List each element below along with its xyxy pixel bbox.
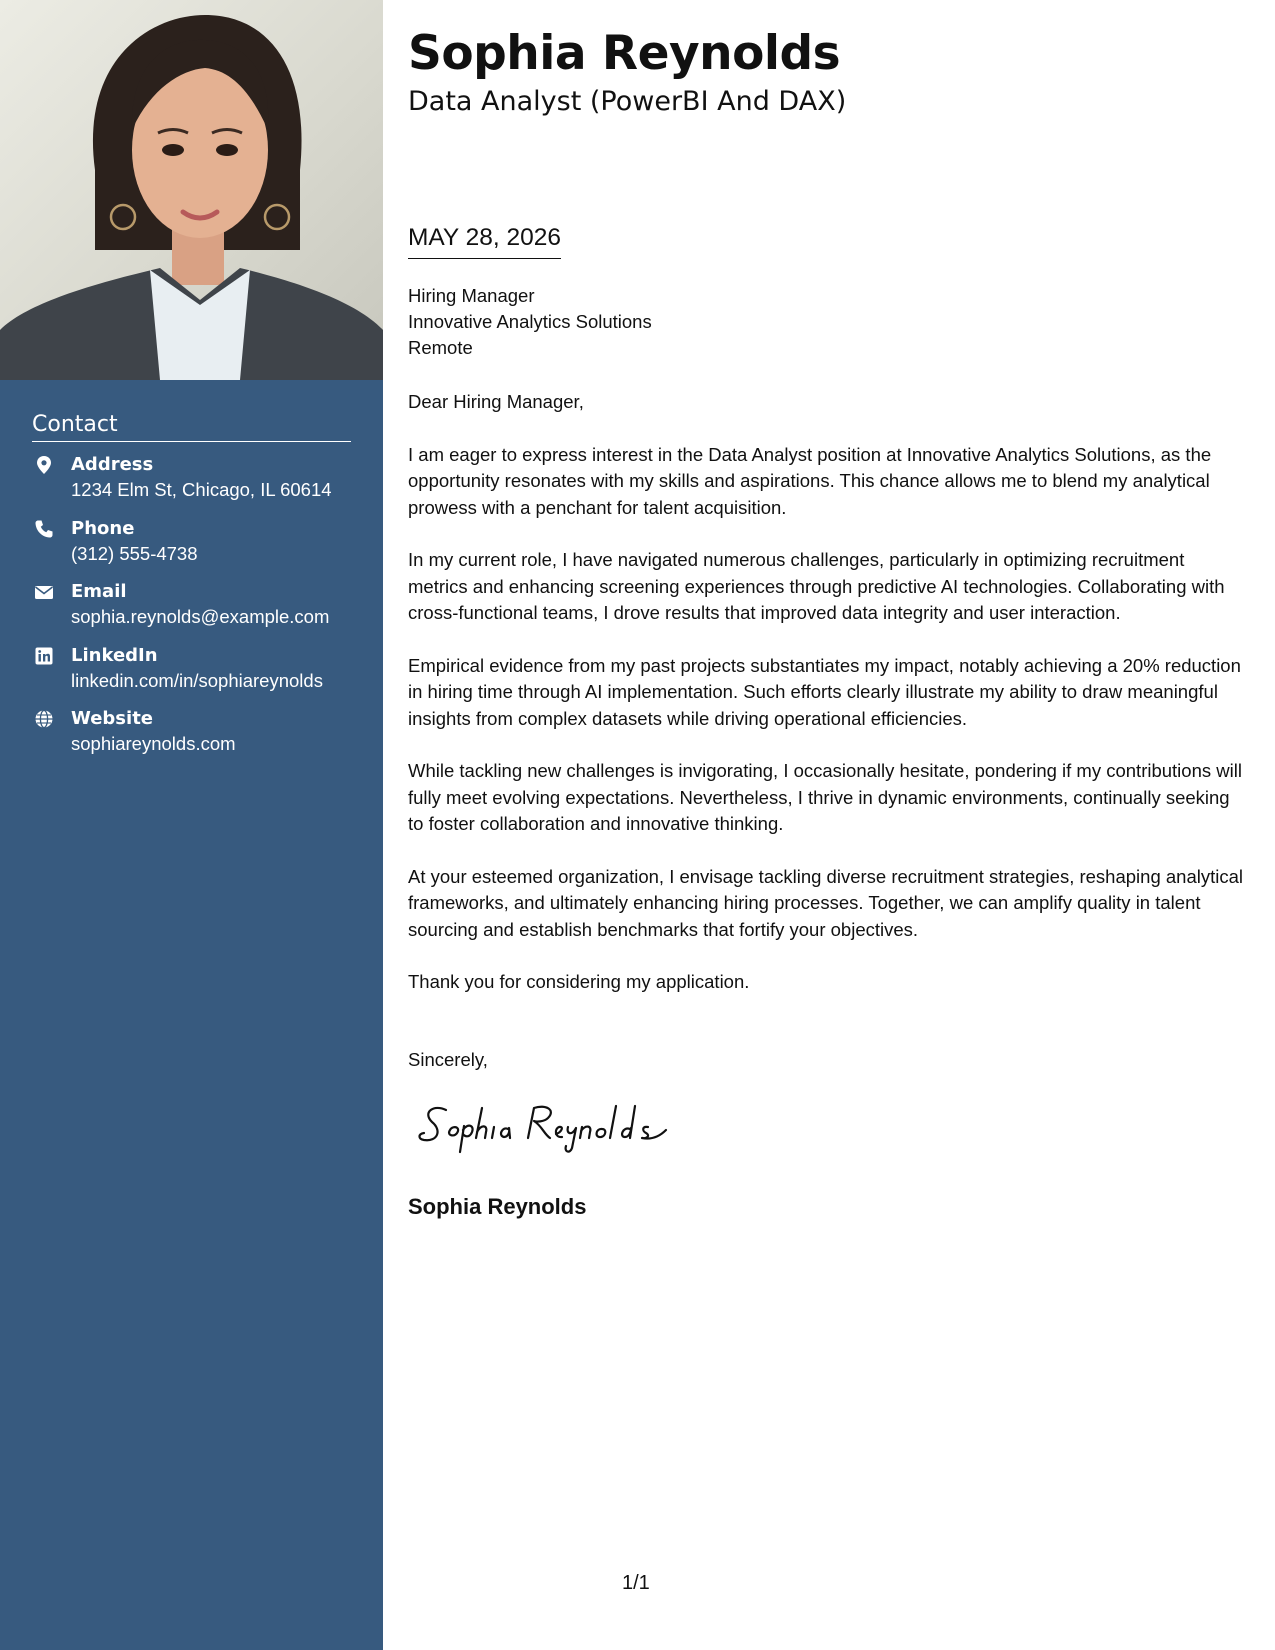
- body-paragraph: While tackling new challenges is invigorating, I occasionally hesitate, pondering if my contributions will fully meet evolving expectations. Nevertheless, I thrive in dynamic environments, continually seeking to foster collaboration and innovative thinking.: [408, 760, 1242, 834]
- contact-value: sophiareynolds.com: [71, 733, 236, 754]
- contact-value: linkedin.com/in/sophiareynolds: [71, 669, 323, 691]
- recipient-line: Innovative Analytics Solutions: [408, 311, 652, 332]
- contact-label: Address: [71, 454, 154, 475]
- contact-address: [32, 452, 351, 516]
- phone-icon: [34, 519, 54, 539]
- map-pin-icon: [34, 455, 54, 475]
- salutation: Dear Hiring Manager,: [408, 391, 584, 412]
- candidate-name: Sophia Reynolds: [408, 26, 841, 81]
- candidate-title: Data Analyst (PowerBI And DAX): [408, 86, 847, 117]
- page-number: 1/1: [622, 1572, 650, 1594]
- contact-section: [32, 412, 351, 770]
- letter-date: MAY 28, 2026: [408, 222, 561, 259]
- contact-website: [32, 706, 351, 770]
- body-paragraph: In my current role, I have navigated numerous challenges, particularly in optimizing recruitment metrics and enhancing screening experiences through predictive AI technologies. Collaborating with cross-functional teams, I drove results that improved data integrity and user interaction.: [408, 549, 1225, 623]
- contact-label: Phone: [71, 517, 135, 539]
- contact-phone: [32, 516, 351, 580]
- body-paragraph: Thank you for considering my application.: [408, 971, 750, 992]
- linkedin-icon: [34, 646, 54, 666]
- contact-label: Email: [71, 581, 127, 602]
- contact-value: (312) 555-4738: [71, 542, 198, 564]
- body-paragraph: At your esteemed organization, I envisage tackling diverse recruitment strategies, reshaping analytical frameworks, and ultimately enhancing hiring processes. Together, we can amplify quality in talent sourcing and establish benchmarks that fortify your objectives.: [408, 865, 1243, 940]
- contact-label: Website: [71, 708, 154, 729]
- letter-body: [408, 389, 1248, 1022]
- contact-label: LinkedIn: [71, 644, 158, 666]
- contact-value: 1234 Elm St, Chicago, IL 60614: [71, 479, 332, 500]
- contact-value: sophia.reynolds@example.com: [71, 606, 330, 627]
- signed-name: Sophia Reynolds: [408, 1194, 587, 1219]
- globe-icon: [34, 709, 54, 729]
- handwritten-signature: [416, 1096, 671, 1156]
- closing: Sincerely,: [408, 1049, 488, 1070]
- recipient-line: Remote: [408, 337, 473, 358]
- profile-photo: [0, 0, 383, 380]
- sidebar: [0, 0, 383, 1650]
- recipient-block: [408, 283, 652, 361]
- contact-email: [32, 579, 351, 643]
- body-paragraph: I am eager to express interest in the Data Analyst position at Innovative Analytics Solutions, as the opportunity resonates with my skills and aspirations. This chance allows me to blend my analytical prowess with a penchant for talent acquisition.: [408, 443, 1212, 518]
- recipient-line: Hiring Manager: [408, 285, 535, 306]
- contact-linkedin: [32, 643, 351, 707]
- contact-heading: Contact: [32, 412, 351, 442]
- envelope-icon: [34, 582, 54, 602]
- body-paragraph: Empirical evidence from my past projects substantiates my impact, notably achieving a 20% reduction in hiring time through AI implementation. Such efforts clearly illustrate my ability to draw meaningful insights from complex datasets while driving operational efficiencies.: [408, 654, 1241, 729]
